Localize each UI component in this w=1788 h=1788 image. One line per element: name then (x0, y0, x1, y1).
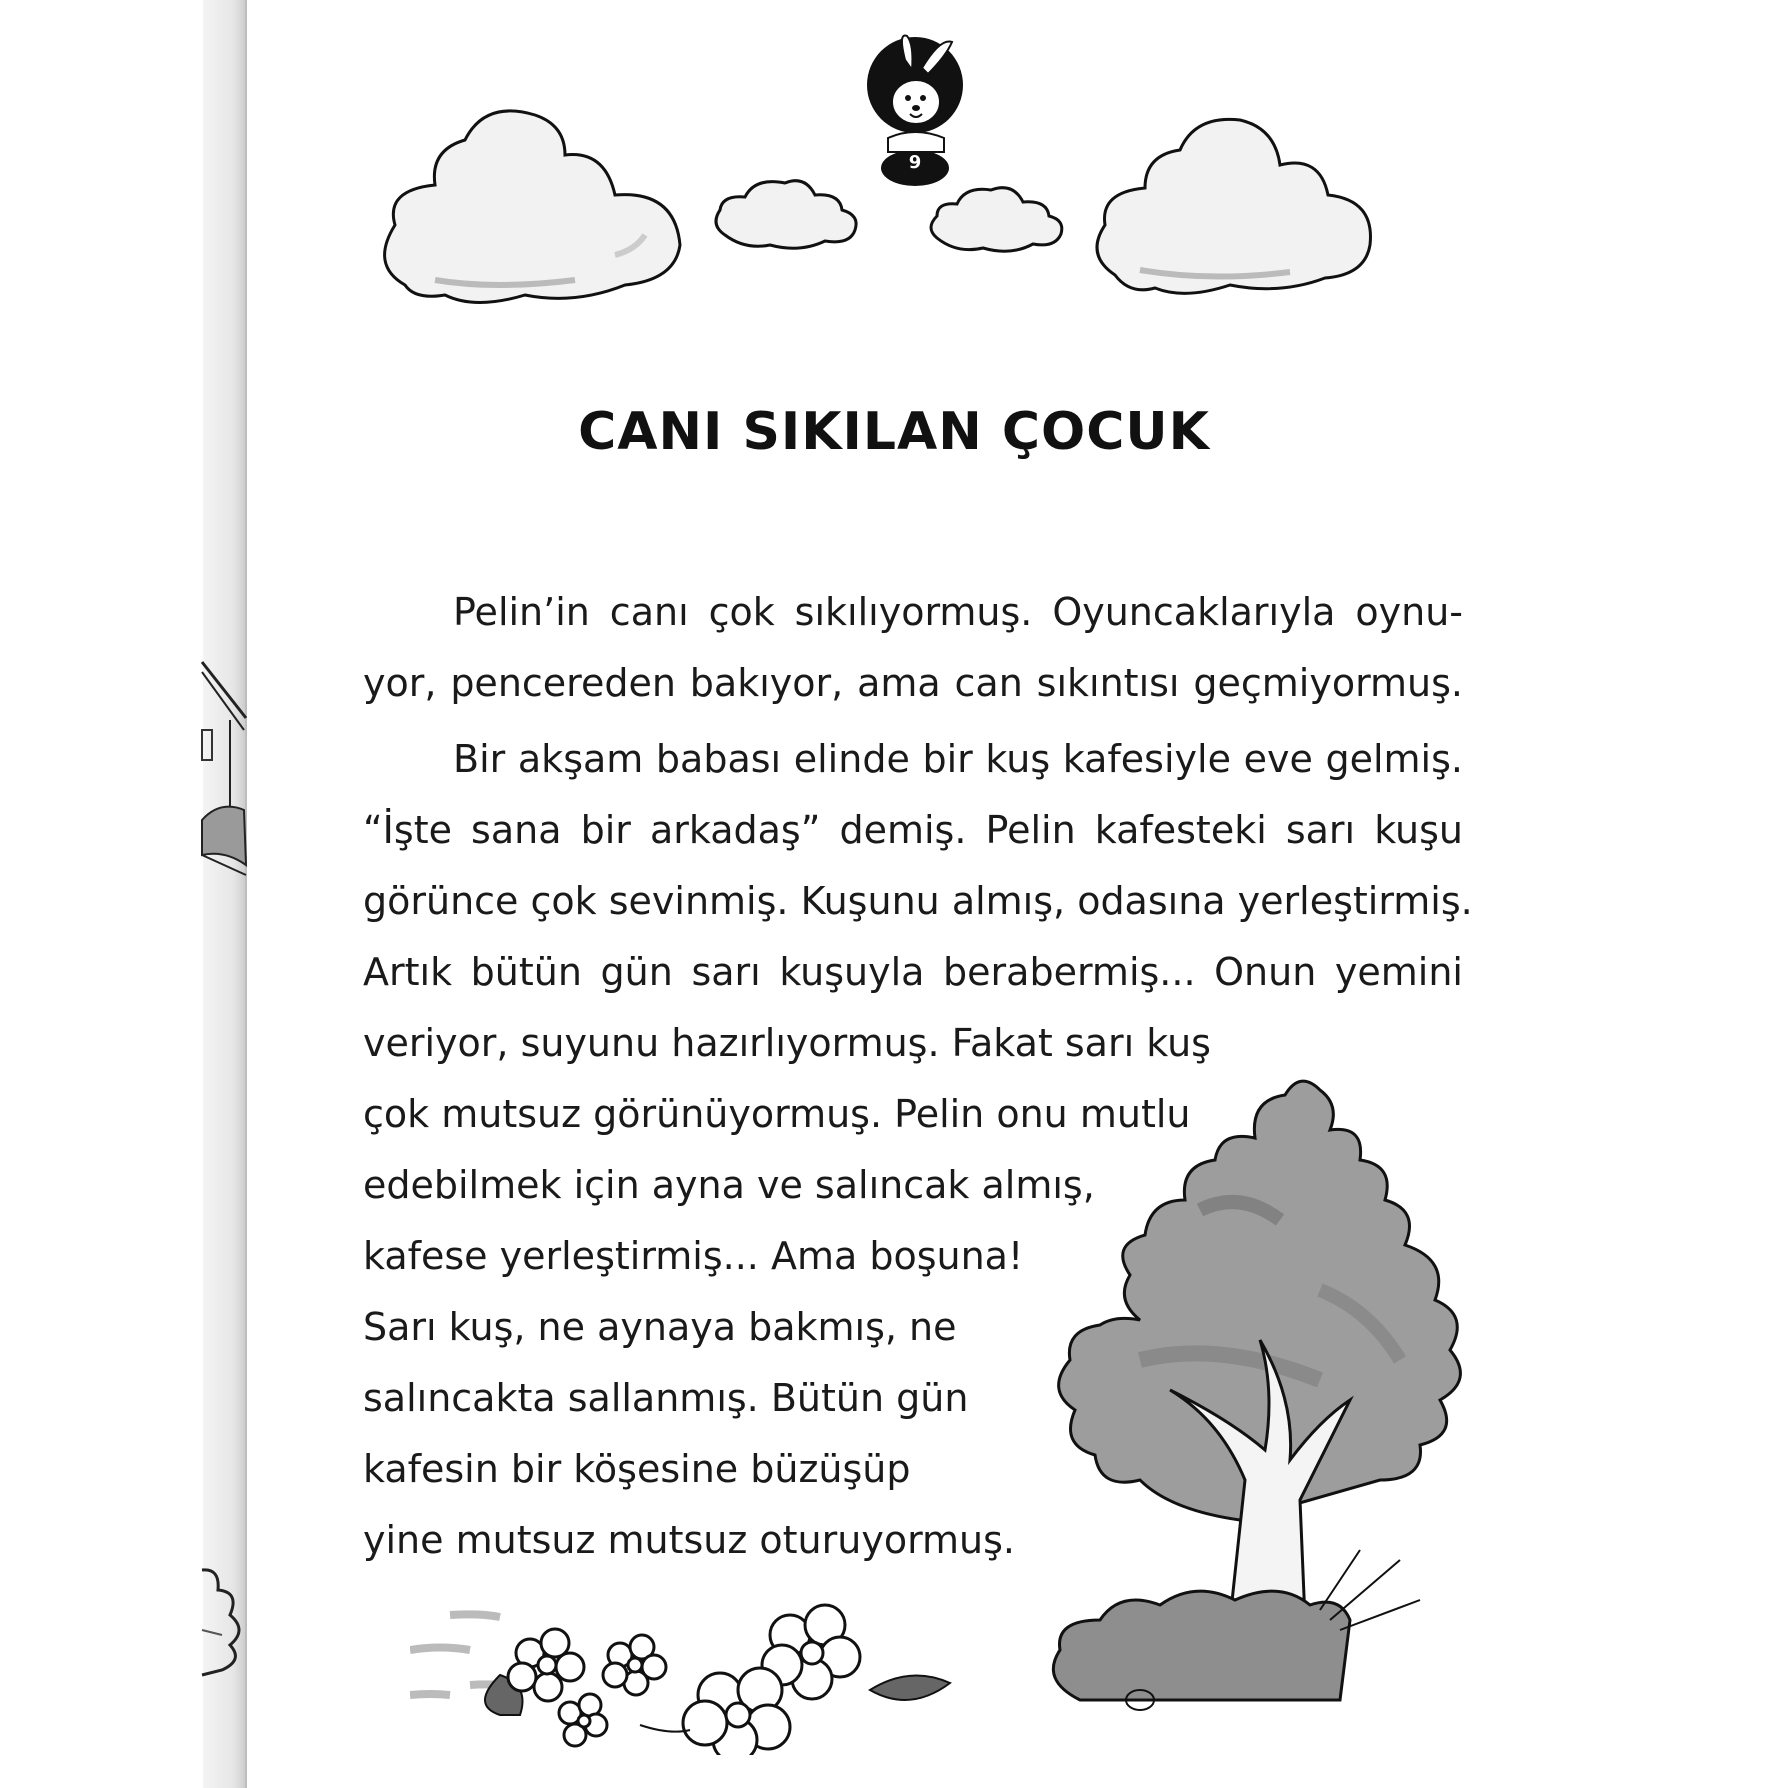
story-line-5: görünce çok sevinmiş. Kuşunu almış, odasına yerleştirmiş. (363, 879, 1473, 923)
page-number-badge (860, 30, 970, 173)
story-line-6: Artık bütün gün sarı kuşuyla berabermiş... Onun yemini (363, 950, 1463, 994)
story-line-7: veriyor, suyunu hazırlıyormuş. Fakat sarı kuş (363, 1021, 1211, 1065)
story-line-9: edebilmek için ayna ve salıncak almış, (363, 1163, 1095, 1207)
story-line-11: Sarı kuş, ne aynaya bakmış, ne (363, 1305, 957, 1349)
story-line-13: kafesin bir köşesine büzüşüp (363, 1447, 911, 1491)
story-line-2: yor, pencereden bakıyor, ama can sıkıntısı geçmiyormuş. (363, 661, 1463, 705)
story-line-12: salıncakta sallanmış. Bütün gün (363, 1376, 969, 1420)
bush-fragment-illustration (200, 1560, 250, 1690)
story-line-3: Bir akşam babası elinde bir kuş kafesiyle eve gelmiş. (453, 737, 1463, 781)
cloud-illustration-large-left (375, 105, 695, 305)
book-spine-edge (245, 0, 247, 1788)
tree-illustration (1020, 1060, 1480, 1720)
story-line-10: kafese yerleştirmiş... Ama boşuna! (363, 1234, 1024, 1278)
story-line-4: “İşte sana bir arkadaş” demiş. Pelin kafesteki sarı kuşu (363, 808, 1463, 852)
house-fragment-illustration (200, 650, 250, 880)
cloud-illustration-small-right (925, 180, 1070, 260)
story-title: CANI SIKILAN ÇOCUK (578, 402, 1210, 462)
book-spine-shadow (203, 0, 247, 1788)
story-line-14: yine mutsuz mutsuz oturuyormuş. (363, 1518, 1016, 1562)
cloud-illustration-small-left (710, 175, 865, 255)
story-line-8: çok mutsuz görünüyormuş. Pelin onu mutlu (363, 1092, 1191, 1136)
page-number: 9 (908, 152, 922, 173)
story-line-1: Pelin’in canı çok sıkılıyormuş. Oyuncaklarıyla oynu- (453, 590, 1463, 634)
flowers-illustration (410, 1595, 980, 1755)
cloud-illustration-large-right (1090, 110, 1380, 300)
